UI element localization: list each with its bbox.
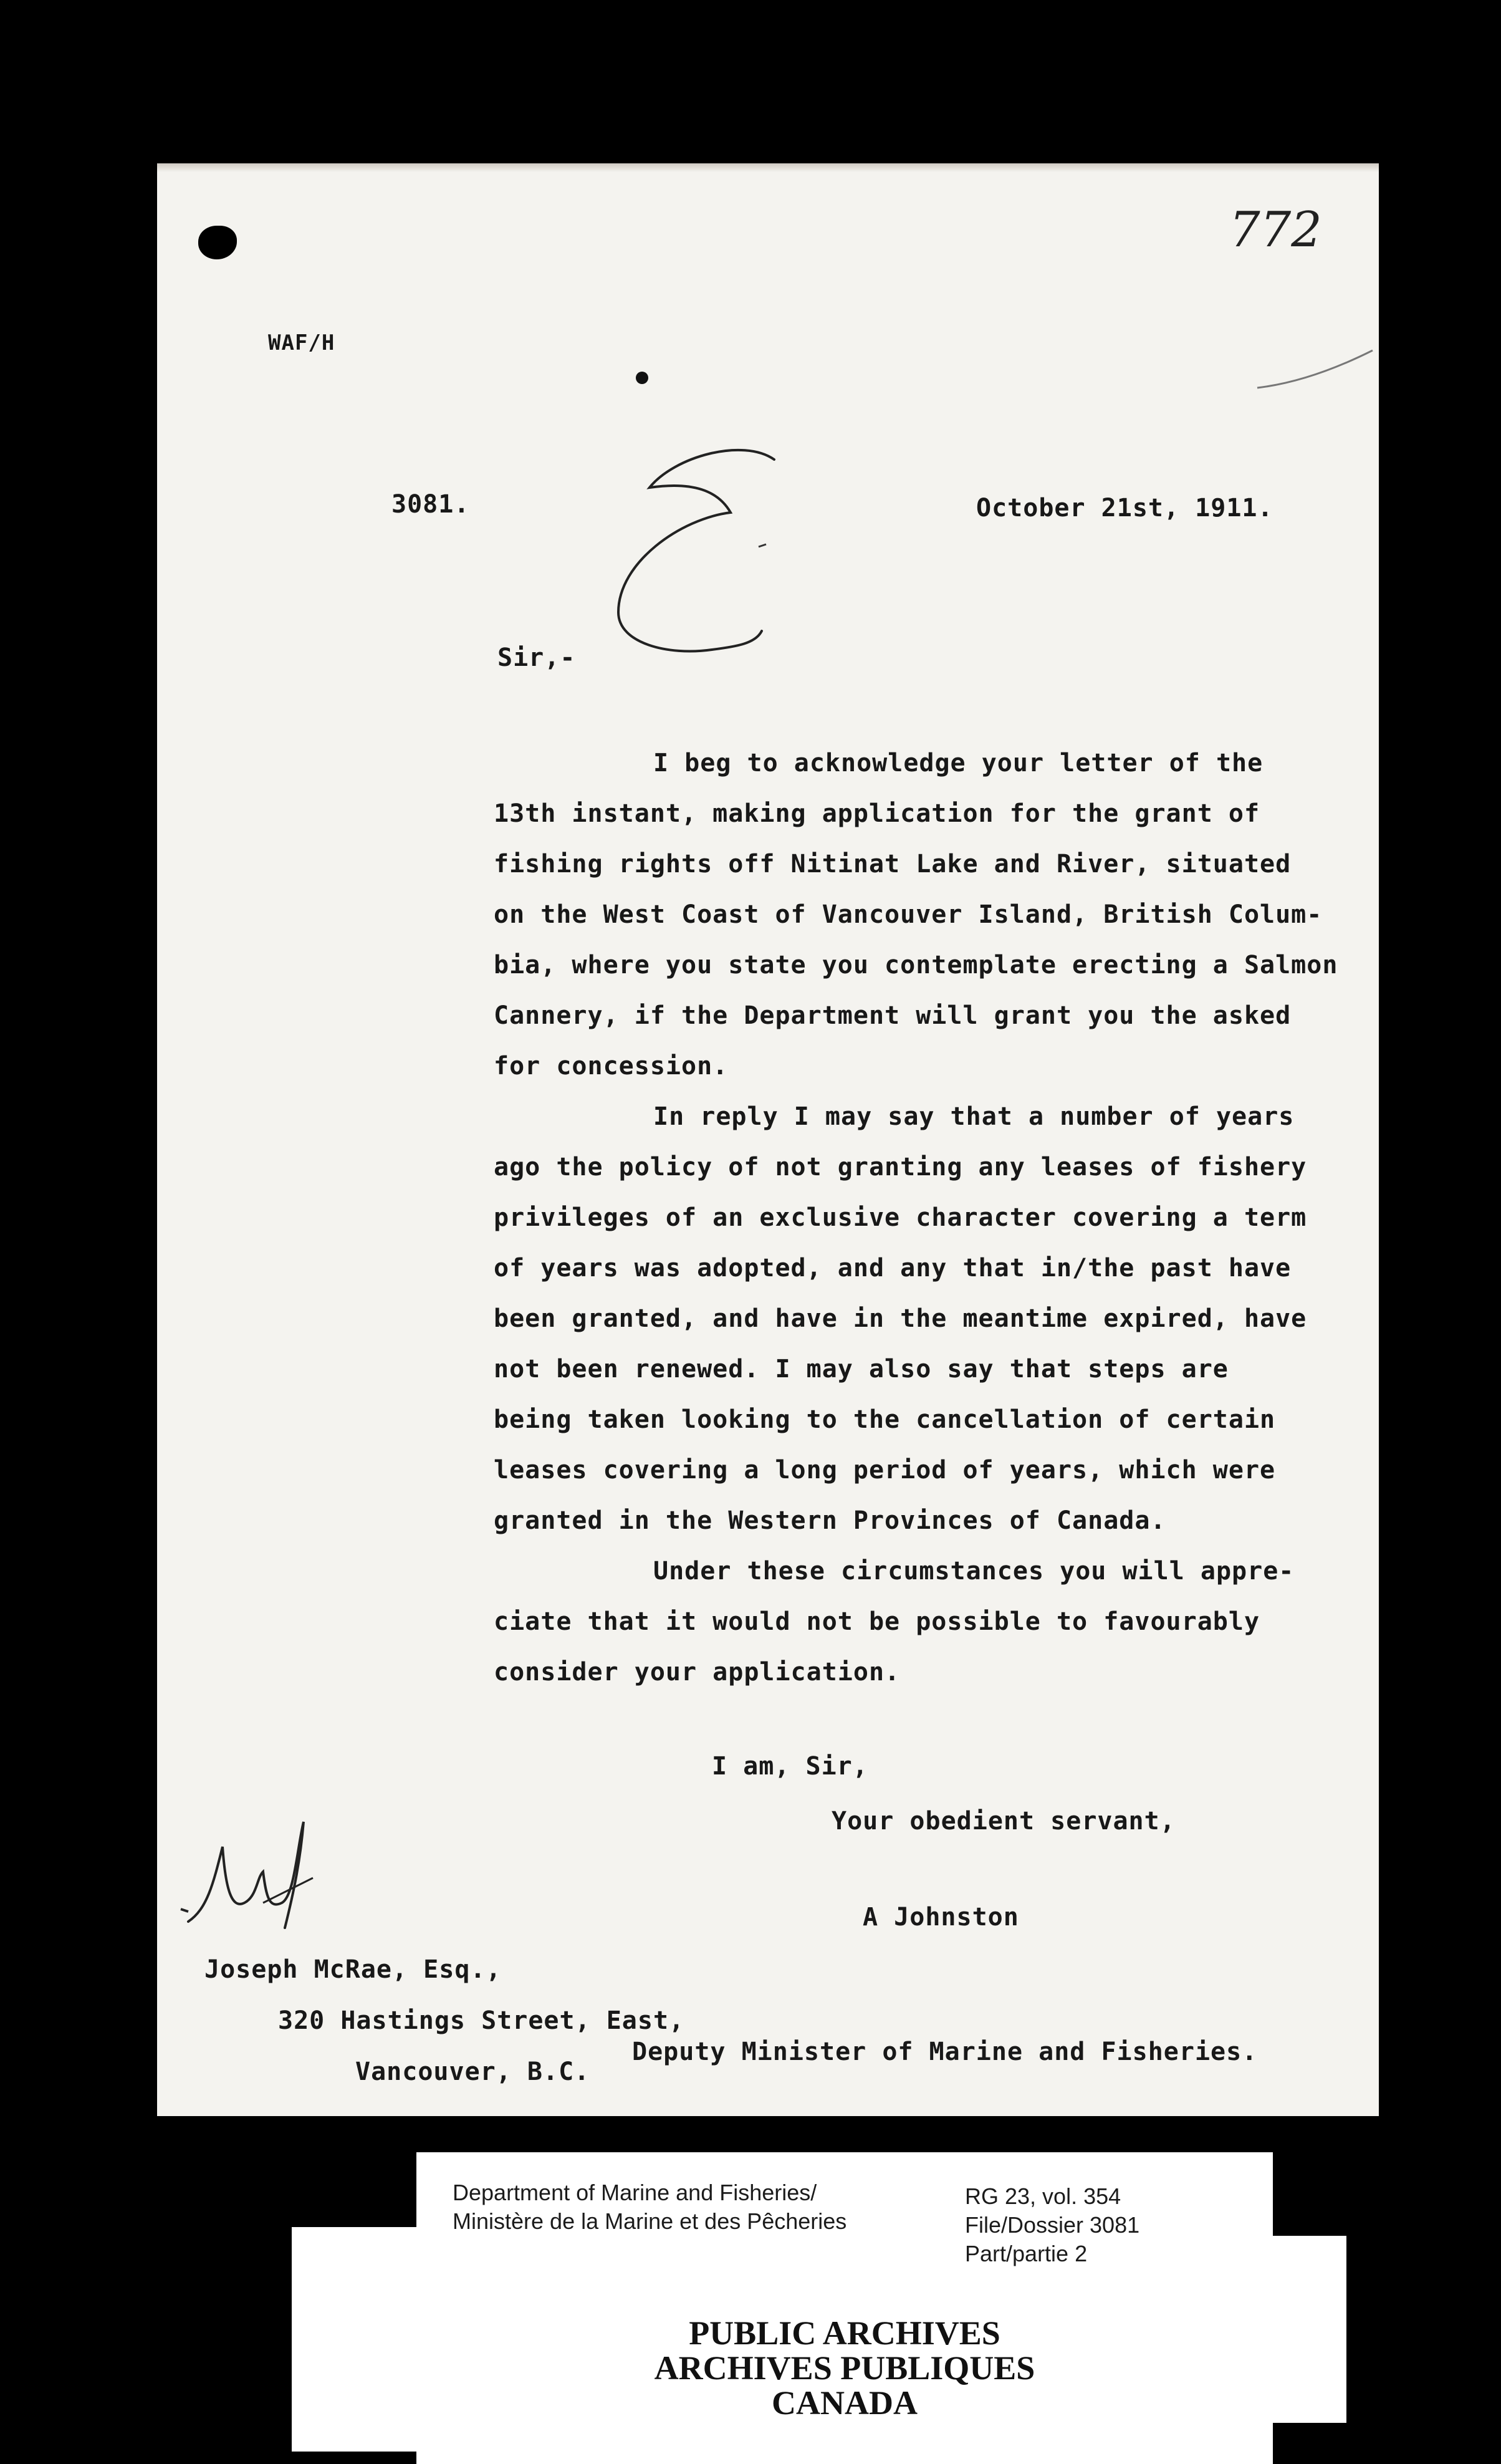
body-line: fishing rights off Nitinat Lake and River, situated <box>494 850 1292 878</box>
body-line: consider your application. <box>494 1658 901 1687</box>
body-line: of years was adopted, and any that in/the past have <box>494 1254 1292 1283</box>
label-rg: RG 23, vol. 354 <box>965 2183 1121 2209</box>
initials: WAF/H <box>268 330 335 355</box>
closing-line-2: Your obedient servant, <box>832 1807 1176 1836</box>
body-line: leases covering a long period of years, which were <box>494 1456 1276 1485</box>
salutation: Sir,- <box>497 643 576 672</box>
body-line: been granted, and have in the meantime expired, have <box>494 1304 1307 1333</box>
signer-name: A Johnston <box>863 1903 1019 1932</box>
label-department-fr: Ministère de la Marine et des Pêcheries <box>453 2208 847 2234</box>
label-mount-left <box>292 2227 416 2452</box>
letter-page <box>157 163 1379 2116</box>
body-line: Under these circumstances you will appre- <box>653 1557 1295 1586</box>
addressee-street: 320 Hastings Street, East, <box>278 2006 685 2035</box>
archives-title-en: PUBLIC ARCHIVES <box>689 2314 1000 2352</box>
body-line: In reply I may say that a number of years <box>653 1102 1295 1131</box>
paragraph-1 <box>494 738 1341 1092</box>
ink-blot <box>198 226 237 259</box>
body-line: privileges of an exclusive character covering a term <box>494 1203 1307 1232</box>
body-line: for concession. <box>494 1052 729 1080</box>
body-line: granted in the Western Provinces of Canada. <box>494 1506 1166 1535</box>
addressee-name: Joseph McRae, Esq., <box>204 1955 502 1984</box>
handwritten-script-mark <box>600 444 805 668</box>
body-line: ciate that it would not be possible to favourably <box>494 1607 1260 1636</box>
archives-title-fr: ARCHIVES PUBLIQUES <box>654 2349 1035 2387</box>
label-department-en: Department of Marine and Fisheries/ <box>453 2180 817 2205</box>
body-line: ago the policy of not granting any leases of fishery <box>494 1153 1307 1181</box>
archive-label <box>416 2152 1273 2464</box>
signer-title: Deputy Minister of Marine and Fisheries. <box>632 2038 1258 2066</box>
closing-line-1: I am, Sir, <box>712 1752 868 1781</box>
label-mount-right <box>1273 2236 1346 2423</box>
file-number: 3081. <box>391 490 470 519</box>
body-line: I beg to acknowledge your letter of the <box>653 749 1264 777</box>
handwritten-initials-signature <box>176 1809 338 1947</box>
body-line: on the West Coast of Vancouver Island, British Colum- <box>494 900 1323 929</box>
pencil-stroke <box>1254 344 1379 394</box>
body-line: being taken looking to the cancellation of certain <box>494 1405 1276 1434</box>
body-line: 13th instant, making application for the grant of <box>494 799 1260 828</box>
label-part: Part/partie 2 <box>965 2241 1088 2266</box>
body-line: not been renewed. I may also say that steps are <box>494 1355 1229 1384</box>
letter-date: October 21st, 1911. <box>976 494 1273 522</box>
archives-country: CANADA <box>772 2384 918 2422</box>
ink-dot <box>636 372 648 384</box>
label-file: File/Dossier 3081 <box>965 2212 1140 2238</box>
addressee-city: Vancouver, B.C. <box>355 2057 590 2086</box>
body-line: bia, where you state you contemplate erecting a Salmon <box>494 951 1338 979</box>
body-line: Cannery, if the Department will grant you the asked <box>494 1001 1292 1030</box>
paragraph-2 <box>494 1092 1341 1546</box>
page-number: 772 <box>1229 202 1322 258</box>
paragraph-3 <box>494 1546 1341 1698</box>
letter-body <box>494 738 1341 1698</box>
